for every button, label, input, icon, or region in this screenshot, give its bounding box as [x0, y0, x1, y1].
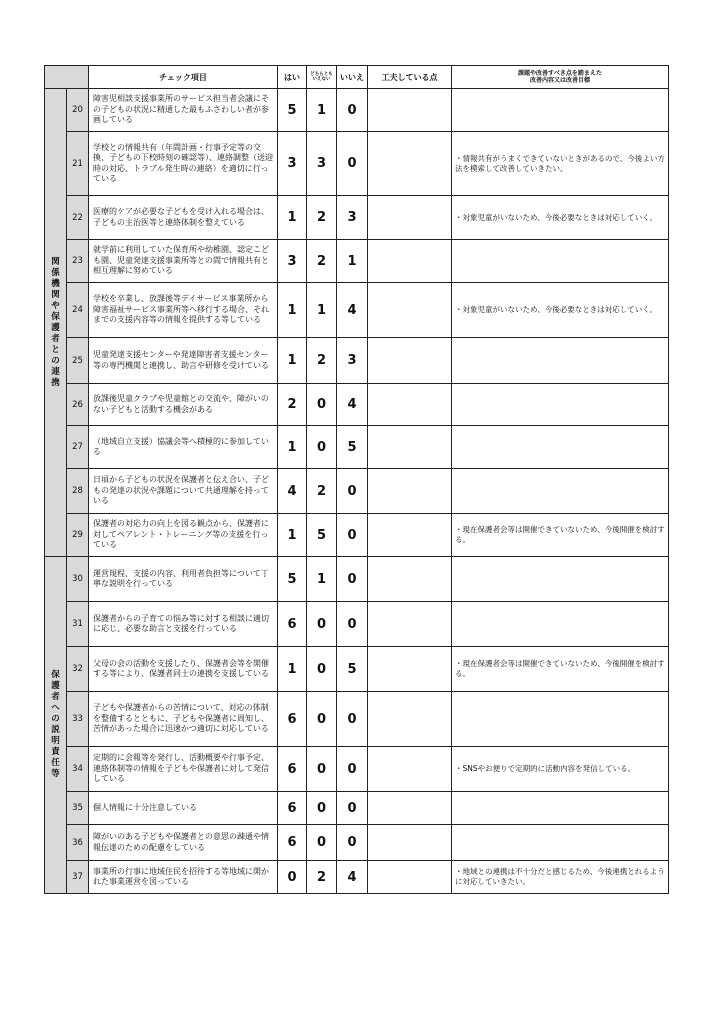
row-number: 33	[67, 692, 89, 747]
section-label	[45, 89, 67, 557]
check-item-text: 子どもや保護者からの苦情について、対応の体制を整備するとともに、子どもや保護者に周知し、苦情があった場合に迅速かつ適切に対応している	[89, 692, 278, 747]
innovation-cell	[368, 602, 452, 647]
count-no: 0	[337, 747, 368, 792]
innovation-cell	[368, 825, 452, 861]
check-item-text: 保護者からの子育ての悩み等に対する相談に適切に応じ、必要な助言と支援を行っている	[89, 602, 278, 647]
header-no: いいえ	[337, 66, 368, 89]
table-row	[45, 426, 669, 469]
check-item-text: 保護者の対応力の向上を図る観点から、保護者に対してペアレント・トレーニング等の支援を行っている	[89, 514, 278, 557]
improvement-comment	[452, 338, 669, 384]
count-no: 0	[337, 132, 368, 196]
check-item-text: 医療的ケアが必要な子どもを受け入れる場合は、子どもの主治医等と連絡体制を整えている	[89, 196, 278, 240]
check-item-text: 運営規程、支援の内容、利用者負担等について丁寧な説明を行っている	[89, 557, 278, 602]
innovation-cell	[368, 647, 452, 692]
row-number: 37	[67, 861, 89, 894]
header-yes: はい	[278, 66, 307, 89]
table-row	[45, 602, 669, 647]
count-no: 1	[337, 240, 368, 283]
innovation-cell	[368, 557, 452, 602]
row-number: 29	[67, 514, 89, 557]
check-item-text: 学校との情報共有（年間計画・行事予定等の交換、子どもの下校時刻の確認等）、連絡調整（送迎時の対応、トラブル発生時の連絡）を適切に行っている	[89, 132, 278, 196]
count-yes: 6	[278, 792, 307, 825]
table-row	[45, 132, 669, 196]
count-yes: 4	[278, 469, 307, 514]
section-label-text: 保護者への説明責任等	[51, 670, 60, 779]
table-row	[45, 240, 669, 283]
table-row	[45, 196, 669, 240]
improvement-comment: ・対象児童がいないため、今後必要なときは対応していく。	[452, 283, 669, 338]
improvement-comment: ・現在保護者会等は開催できていないため、今後開催を検討する。	[452, 647, 669, 692]
table-row	[45, 861, 669, 894]
count-no: 0	[337, 89, 368, 132]
count-yes: 5	[278, 557, 307, 602]
count-neither: 0	[307, 792, 337, 825]
header-neither: どちらとも いえない	[307, 66, 337, 89]
check-item-text: 事業所の行事に地域住民を招待する等地域に開かれた事業運営を図っている	[89, 861, 278, 894]
innovation-cell	[368, 426, 452, 469]
count-yes: 2	[278, 384, 307, 426]
count-no: 0	[337, 602, 368, 647]
innovation-cell	[368, 514, 452, 557]
count-no: 0	[337, 514, 368, 557]
innovation-cell	[368, 240, 452, 283]
table-row	[45, 514, 669, 557]
count-no: 0	[337, 692, 368, 747]
row-number: 30	[67, 557, 89, 602]
section-label	[45, 557, 67, 894]
check-item-text: 放課後児童クラブや児童館との交流や、障がいのない子どもと活動する機会がある	[89, 384, 278, 426]
improvement-comment	[452, 825, 669, 861]
count-neither: 1	[307, 89, 337, 132]
count-yes: 3	[278, 132, 307, 196]
row-number: 35	[67, 792, 89, 825]
row-number: 34	[67, 747, 89, 792]
count-neither: 1	[307, 283, 337, 338]
check-item-text: 定期的に会報等を発行し、活動概要や行事予定、連絡体制等の情報を子どもや保護者に対して発信している	[89, 747, 278, 792]
count-no: 3	[337, 196, 368, 240]
count-yes: 0	[278, 861, 307, 894]
count-neither: 0	[307, 692, 337, 747]
innovation-cell	[368, 861, 452, 894]
row-number: 32	[67, 647, 89, 692]
improvement-comment	[452, 692, 669, 747]
table-row	[45, 647, 669, 692]
count-neither: 5	[307, 514, 337, 557]
count-yes: 3	[278, 240, 307, 283]
count-yes: 6	[278, 825, 307, 861]
check-item-text: 障がいのある子どもや保護者との意思の疎通や情報伝達のための配慮をしている	[89, 825, 278, 861]
improvement-comment	[452, 426, 669, 469]
check-item-text: 障害児相談支援事業所のサービス担当者会議にその子どもの状況に精通した最もふさわしい者が参画している	[89, 89, 278, 132]
count-no: 3	[337, 338, 368, 384]
innovation-cell	[368, 692, 452, 747]
table-row	[45, 338, 669, 384]
header-corner	[45, 66, 89, 89]
count-no: 4	[337, 384, 368, 426]
innovation-cell	[368, 196, 452, 240]
header-row	[45, 66, 669, 89]
count-yes: 1	[278, 338, 307, 384]
count-neither: 2	[307, 861, 337, 894]
check-item-text: 個人情報に十分注意している	[89, 792, 278, 825]
improvement-comment: ・地域との連携は不十分だと感じるため、今後連携とれるように対応していきたい。	[452, 861, 669, 894]
count-neither: 0	[307, 384, 337, 426]
improvement-comment	[452, 602, 669, 647]
header-issues: 課題や改善すべき点を踏まえた 改善内容又は改善目標	[452, 66, 669, 89]
section-label-text: 関係機関や保護者との連携	[51, 256, 60, 388]
row-number: 27	[67, 426, 89, 469]
improvement-comment: ・SNSやお便りで定期的に活動内容を発信している。	[452, 747, 669, 792]
table-row	[45, 384, 669, 426]
count-neither: 1	[307, 557, 337, 602]
check-item-text: （地域自立支援）協議会等へ積極的に参加している	[89, 426, 278, 469]
count-no: 5	[337, 647, 368, 692]
count-neither: 0	[307, 426, 337, 469]
improvement-comment	[452, 792, 669, 825]
table-row	[45, 825, 669, 861]
count-neither: 3	[307, 132, 337, 196]
count-yes: 1	[278, 514, 307, 557]
count-yes: 1	[278, 647, 307, 692]
table-row	[45, 469, 669, 514]
count-neither: 0	[307, 747, 337, 792]
row-number: 25	[67, 338, 89, 384]
count-neither: 0	[307, 825, 337, 861]
improvement-comment	[452, 240, 669, 283]
innovation-cell	[368, 338, 452, 384]
table-row	[45, 792, 669, 825]
count-neither: 2	[307, 338, 337, 384]
check-item-text: 就学前に利用していた保育所や幼稚園、認定こども園、児童発達支援事業所等との間で情報共有と相互理解に努めている	[89, 240, 278, 283]
count-yes: 1	[278, 283, 307, 338]
count-neither: 2	[307, 469, 337, 514]
count-no: 0	[337, 792, 368, 825]
row-number: 36	[67, 825, 89, 861]
check-item-text: 父母の会の活動を支援したり、保護者会等を開催する等により、保護者同士の連携を支援している	[89, 647, 278, 692]
table-row	[45, 692, 669, 747]
count-yes: 6	[278, 602, 307, 647]
count-neither: 0	[307, 647, 337, 692]
table-row	[45, 557, 669, 602]
row-number: 28	[67, 469, 89, 514]
count-yes: 6	[278, 747, 307, 792]
row-number: 26	[67, 384, 89, 426]
count-no: 4	[337, 283, 368, 338]
innovation-cell	[368, 469, 452, 514]
row-number: 20	[67, 89, 89, 132]
count-no: 0	[337, 557, 368, 602]
table-row	[45, 89, 669, 132]
count-neither: 2	[307, 196, 337, 240]
improvement-comment	[452, 469, 669, 514]
table-row	[45, 747, 669, 792]
checklist-body	[45, 89, 669, 894]
count-no: 4	[337, 861, 368, 894]
check-item-text: 学校を卒業し、放課後等デイサービス事業所から障害福祉サービス事業所等へ移行する場合、それまでの支援内容等の情報を提供する等している	[89, 283, 278, 338]
improvement-comment: ・対象児童がいないため、今後必要なときは対応していく。	[452, 196, 669, 240]
count-yes: 1	[278, 426, 307, 469]
count-no: 0	[337, 469, 368, 514]
innovation-cell	[368, 384, 452, 426]
table-row	[45, 283, 669, 338]
checklist-table	[44, 65, 669, 894]
count-neither: 2	[307, 240, 337, 283]
header-innovation: 工夫している点	[368, 66, 452, 89]
count-no: 5	[337, 426, 368, 469]
count-yes: 1	[278, 196, 307, 240]
improvement-comment	[452, 557, 669, 602]
count-yes: 5	[278, 89, 307, 132]
row-number: 31	[67, 602, 89, 647]
row-number: 22	[67, 196, 89, 240]
check-item-text: 児童発達支援センターや発達障害者支援センター等の専門機関と連携し、助言や研修を受けている	[89, 338, 278, 384]
improvement-comment	[452, 89, 669, 132]
innovation-cell	[368, 792, 452, 825]
innovation-cell	[368, 132, 452, 196]
innovation-cell	[368, 747, 452, 792]
innovation-cell	[368, 283, 452, 338]
row-number: 21	[67, 132, 89, 196]
count-neither: 0	[307, 602, 337, 647]
row-number: 24	[67, 283, 89, 338]
row-number: 23	[67, 240, 89, 283]
improvement-comment: ・情報共有がうまくできていないときがあるので、今後よい方法を模索して改善していきたい。	[452, 132, 669, 196]
improvement-comment	[452, 384, 669, 426]
improvement-comment: ・現在保護者会等は開催できていないため、今後開催を検討する。	[452, 514, 669, 557]
innovation-cell	[368, 89, 452, 132]
header-check-item: チェック項目	[89, 66, 278, 89]
check-item-text: 日頃から子どもの状況を保護者と伝え合い、子どもの発達の状況や課題について共通理解を持っている	[89, 469, 278, 514]
count-yes: 6	[278, 692, 307, 747]
count-no: 0	[337, 825, 368, 861]
